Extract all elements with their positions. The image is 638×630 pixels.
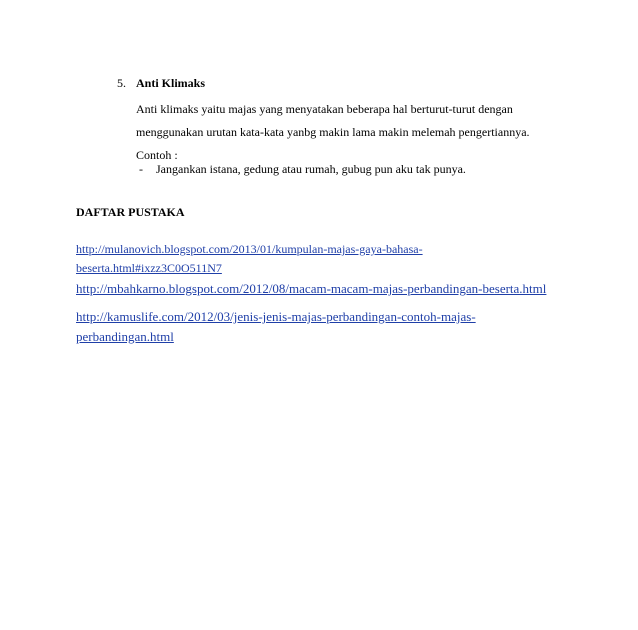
reference-line[interactable]: perbandingan.html	[76, 329, 174, 344]
list-number: 5.	[117, 76, 126, 90]
bullet-dash: -	[139, 162, 143, 176]
item-title: Anti Klimaks	[136, 76, 206, 90]
example-bullet	[139, 158, 466, 181]
reference-line[interactable]: http://kamuslife.com/2012/03/jenis-jenis-majas-perbandingan-contoh-majas-	[76, 309, 476, 324]
reference-line[interactable]: http://mulanovich.blogspot.com/2013/01/kumpulan-majas-gaya-bahasa-	[76, 242, 423, 256]
reference-2[interactable]	[76, 281, 546, 297]
example-text: Jangankan istana, gedung atau rumah, gubug pun aku tak punya.	[156, 162, 466, 176]
description-line: Anti klimaks yaitu majas yang menyatakan beberapa hal berturut-turut dengan	[136, 102, 513, 116]
reference-1[interactable]	[76, 240, 423, 278]
reference-3[interactable]	[76, 307, 476, 347]
reference-link[interactable]	[76, 307, 476, 347]
example-label: Contoh :	[136, 148, 178, 162]
bibliography-heading: DAFTAR PUSTAKA	[76, 205, 185, 219]
reference-link[interactable]	[76, 240, 423, 278]
item-description	[136, 98, 556, 144]
reference-link[interactable]: http://mbahkarno.blogspot.com/2012/08/macam-macam-majas-perbandingan-beserta.html	[76, 281, 547, 296]
reference-line[interactable]: beserta.html#ixzz3C0O511N7	[76, 261, 222, 275]
description-line: menggunakan urutan kata-kata yanbg makin lama makin melemah pengertiannya.	[136, 125, 530, 139]
